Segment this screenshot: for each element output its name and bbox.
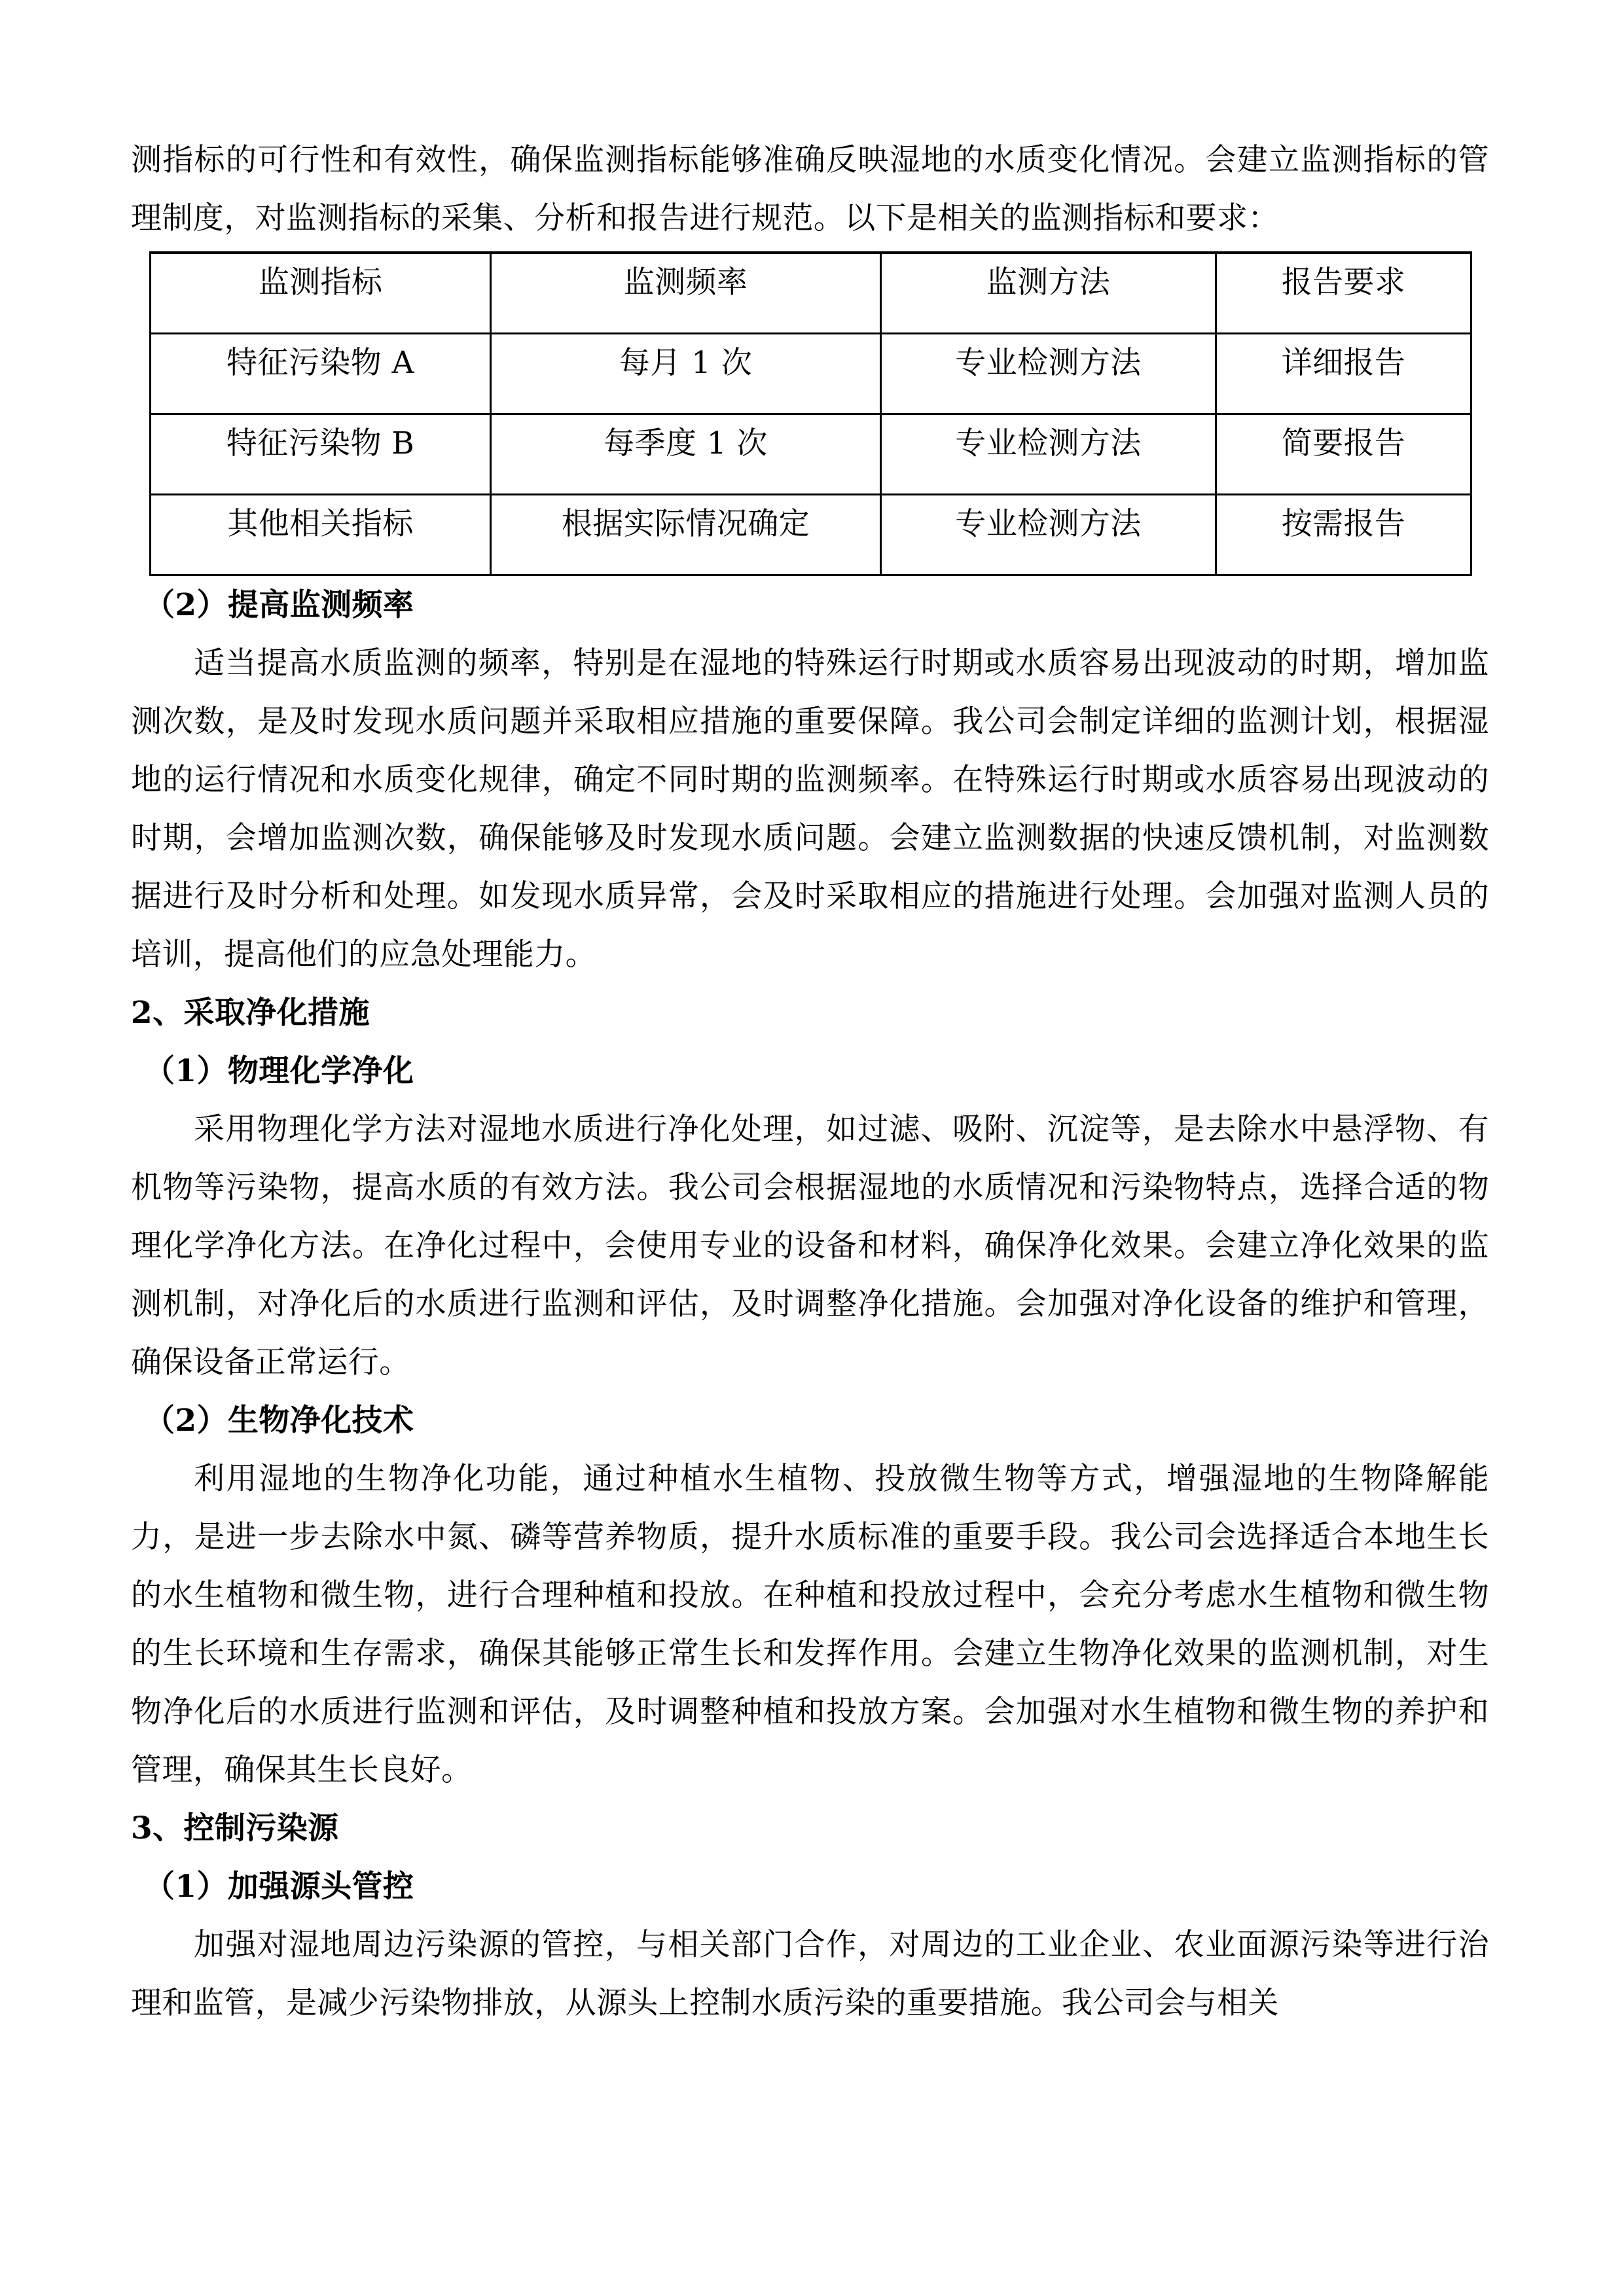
table-cell: 专业检测方法 xyxy=(881,414,1216,495)
paragraph-biological-purification: 利用湿地的生物净化功能，通过种植水生植物、投放微生物等方式，增强湿地的生物降解能力，是进一步去除水中氮、磷等营养物质，提升水质标准的重要手段。我公司会选择适合本地生长的水生植物和微生物，进行合理种植和投放。在种植和投放过程中，会充分考虑水生植物和微生物的生长环境和生存需求，确保其能够正常生长和发挥作用。会建立生物净化效果的监测机制，对生物净化后的水质进行监测和评估，及时调整种植和投放方案。会加强对水生植物和微生物的养护和管理，确保其生长良好。 xyxy=(131,1461,1489,1788)
heading-purification-measures: 2、采取净化措施 xyxy=(131,995,370,1031)
table-header-cell: 监测频率 xyxy=(491,253,881,334)
table-header-cell: 监测方法 xyxy=(881,253,1216,334)
table-cell: 按需报告 xyxy=(1216,495,1471,575)
monitoring-indicators-table xyxy=(149,251,1472,576)
paragraph-source-management: 加强对湿地周边污染源的管控，与相关部门合作，对周边的工业企业、农业面源污染等进行治理和监管，是减少污染物排放，从源头上控制水质污染的重要措施。我公司会与相关 xyxy=(131,1927,1489,2021)
table-header-cell: 报告要求 xyxy=(1216,253,1471,334)
paragraph-improve-monitoring-frequency: 适当提高水质监测的频率，特别是在湿地的特殊运行时期或水质容易出现波动的时期，增加监测次数，是及时发现水质问题并采取相应措施的重要保障。我公司会制定详细的监测计划，根据湿地的运行情况和水质变化规律，确定不同时期的监测频率。在特殊运行时期或水质容易出现波动的时期，会增加监测次数，确保能够及时发现水质问题。会建立监测数据的快速反馈机制，对监测数据进行及时分析和处理。如发现水质异常，会及时采取相应的措施进行处理。会加强对监测人员的培训，提高他们的应急处理能力。 xyxy=(131,645,1489,973)
table-cell: 特征污染物 B xyxy=(151,414,491,495)
table-cell: 专业检测方法 xyxy=(881,495,1216,575)
heading-physicochemical-purification: （1）物理化学净化 xyxy=(144,1053,414,1089)
table-row xyxy=(151,414,1471,495)
monitoring-table-wrapper xyxy=(149,251,1470,576)
heading-source-management: （1）加强源头管控 xyxy=(144,1869,414,1905)
table-cell: 其他相关指标 xyxy=(151,495,491,575)
heading-biological-purification: （2）生物净化技术 xyxy=(144,1403,414,1439)
table-cell: 详细报告 xyxy=(1216,334,1471,414)
table-header-cell: 监测指标 xyxy=(151,253,491,334)
table-cell: 专业检测方法 xyxy=(881,334,1216,414)
heading-improve-monitoring-frequency: （2）提高监测频率 xyxy=(144,587,414,623)
table-header-row xyxy=(151,253,1471,334)
table-cell: 每月 1 次 xyxy=(491,334,881,414)
table-cell: 每季度 1 次 xyxy=(491,414,881,495)
paragraph-physicochemical-purification: 采用物理化学方法对湿地水质进行净化处理，如过滤、吸附、沉淀等，是去除水中悬浮物、有机物等污染物，提高水质的有效方法。我公司会根据湿地的水质情况和污染物特点，选择合适的物理化学净化方法。在净化过程中，会使用专业的设备和材料，确保净化效果。会建立净化效果的监测机制，对净化后的水质进行监测和评估，及时调整净化措施。会加强对净化设备的维护和管理，确保设备正常运行。 xyxy=(131,1111,1489,1380)
table-cell: 根据实际情况确定 xyxy=(491,495,881,575)
intro-paragraph: 测指标的可行性和有效性，确保监测指标能够准确反映湿地的水质变化情况。会建立监测指标的管理制度，对监测指标的采集、分析和报告进行规范。以下是相关的监测指标和要求： xyxy=(131,142,1489,236)
table-row xyxy=(151,334,1471,414)
table-cell: 简要报告 xyxy=(1216,414,1471,495)
table-cell: 特征污染物 A xyxy=(151,334,491,414)
table-row xyxy=(151,495,1471,575)
page-content xyxy=(131,131,1489,2032)
heading-pollution-source-control: 3、控制污染源 xyxy=(131,1810,339,1846)
